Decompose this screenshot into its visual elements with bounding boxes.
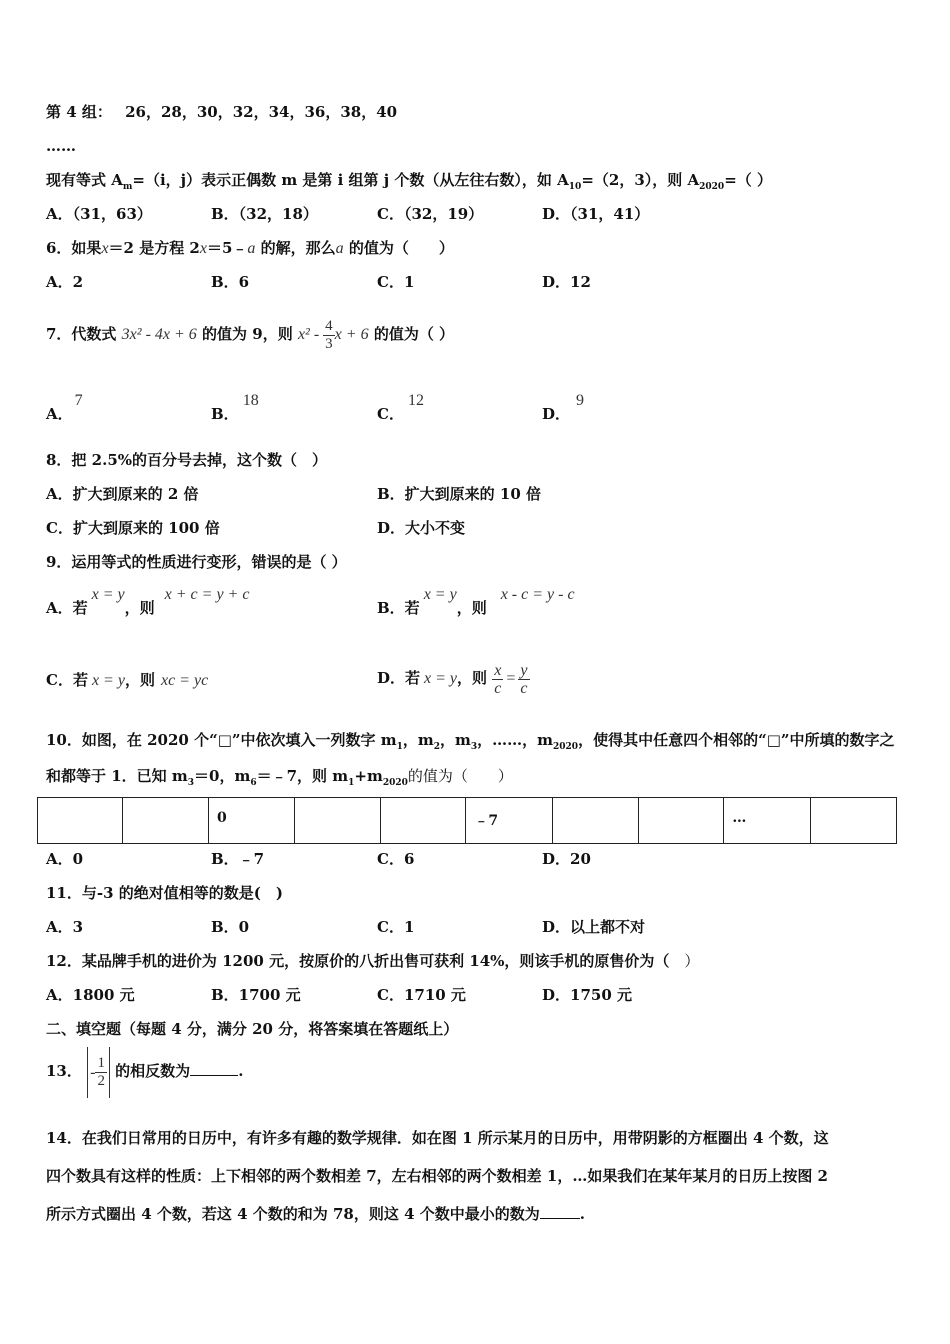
q13-tail: 的相反数为 [115, 1062, 191, 1080]
group4-line [46, 102, 397, 122]
q8-option-b: B．扩大到原来的 10 倍 [377, 485, 541, 503]
q9-c-cond: x = y [91, 672, 125, 689]
q9-c-result: xc = yc [160, 672, 209, 689]
q9-d-fx: x [494, 661, 502, 679]
q9-option-d [377, 650, 530, 707]
q7-p1: 7．代数式 [46, 325, 117, 343]
q7-frac-num: 4 [325, 317, 333, 334]
q6-p4: 的解，那么 [255, 239, 336, 257]
q9-b-label: B．若 [377, 599, 420, 617]
q12-option-b: B．1700 元 [211, 986, 301, 1004]
q9-d-fc: c [494, 679, 502, 697]
q7-option-c-val: 12 [407, 392, 424, 409]
q10-box [380, 798, 465, 844]
q10-box: 0 [208, 798, 295, 844]
q7-expr2-a: x² - [297, 326, 324, 343]
q5-stem [46, 170, 772, 197]
q10-l2c: ＝﹣7，则 m [256, 767, 349, 785]
q5-text-c: =（2，3），则 A [581, 171, 700, 189]
q13-abs-value [87, 1047, 110, 1098]
q5-sub-10: 10 [568, 182, 582, 192]
q12-option-a: A．1800 元 [46, 986, 135, 1004]
q5-text-a: 现有等式 A [46, 171, 123, 189]
q10-l2e: 的值为（ ） [407, 767, 513, 785]
q10-c2: ，m [440, 731, 471, 749]
q7-option-d-label: D． [542, 405, 571, 423]
q5-sub-m: m [122, 182, 133, 192]
q10-s2020: 2020 [553, 742, 579, 752]
q10-l2a: 和都等于 1．已知 m [46, 767, 188, 785]
q10-option-d: D．20 [542, 850, 591, 868]
q9-a-label: A．若 [46, 599, 88, 617]
ellipsis-line: …… [46, 137, 76, 155]
q8-option-d: D．大小不变 [377, 519, 466, 537]
q10-l2-s1: 1 [348, 778, 355, 788]
q11-stem: 11．与-3 的绝对值相等的数是( ) [46, 884, 283, 902]
q13-fraction [95, 1055, 107, 1090]
group4-label: 第 4 组： [46, 103, 112, 121]
q6-var-a2: a [335, 240, 344, 257]
q10-stem-line1 [46, 730, 895, 757]
q9-option-b [377, 584, 575, 617]
q14-line3-text: 所示方式圈出 4 个数，若这 4 个数的和为 78，则这 4 个数中最小的数为 [46, 1205, 540, 1223]
q14-line2: 四个数具有这样的性质：上下相邻的两个数相差 7，左右相邻的两个数相差 1，…如果我们在某年某月的日历上按图 2 [46, 1167, 828, 1185]
q6-stem [46, 238, 454, 259]
q7-option-b-label: B． [211, 405, 239, 423]
q10-box [553, 798, 638, 844]
q13-frac-den: 2 [97, 1073, 105, 1089]
q7-option-c [377, 392, 424, 423]
q7-p2: 的值为 9，则 [202, 325, 293, 343]
q7-option-a [46, 392, 83, 423]
q10-l2b: ＝0，m [194, 767, 251, 785]
q9-option-a [46, 584, 250, 617]
q14-line3 [46, 1204, 585, 1224]
q10-s1: 1 [396, 742, 403, 752]
q7-option-d-val: 9 [576, 392, 585, 409]
q10-box-grid [37, 797, 897, 844]
q13-stem [46, 1046, 243, 1098]
q10-l1a: 10．如图，在 2020 个“□”中依次填入一列数字 m [46, 731, 397, 749]
q10-box: … [724, 798, 811, 844]
q9-a-mid: ，则 [124, 599, 155, 617]
q10-box [638, 798, 723, 844]
q5-option-d: D．（31，41） [542, 205, 650, 223]
q10-box [811, 798, 897, 844]
q6-option-d: D．12 [542, 273, 591, 291]
q9-d-frac-right [518, 662, 529, 697]
q9-d-label: D．若 [377, 669, 421, 687]
q10-box [123, 798, 208, 844]
q7-stem [46, 314, 454, 355]
q6-var-x: x [101, 240, 109, 257]
q9-d-eq: = [506, 670, 516, 687]
q10-box [38, 798, 123, 844]
q10-l1b: ，使得其中任意四个相邻的“□”中所填的数字之 [578, 731, 895, 749]
q9-b-cond: x = y [423, 586, 457, 603]
section-2-heading: 二、填空题（每题 4 分，满分 20 分，将答案填在答题纸上） [46, 1020, 459, 1038]
q8-stem: 8．把 2.5%的百分号去掉，这个数（ ） [46, 451, 328, 469]
q10-option-a: A．0 [46, 850, 84, 868]
q6-p2: ＝2 是方程 2 [108, 239, 200, 257]
q13-answer-blank[interactable] [190, 1061, 238, 1076]
q8-option-a: A．扩大到原来的 2 倍 [46, 485, 199, 503]
q9-d-fy: y [520, 661, 528, 679]
q7-expr2-b: x + 6 [334, 326, 369, 343]
q7-option-a-val: 7 [74, 392, 83, 409]
q7-option-b-val: 18 [242, 392, 259, 409]
q7-frac-den: 3 [325, 335, 333, 352]
q6-var-a: a [247, 240, 256, 257]
q9-b-result: x - c = y - c [500, 586, 575, 603]
q9-d-fc2: c [520, 679, 528, 697]
q6-var-x2: x [199, 240, 207, 257]
q7-fraction [323, 318, 335, 353]
q9-stem: 9．运用等式的性质进行变形，错误的是（ ） [46, 553, 347, 571]
q5-sub-2020: 2020 [699, 182, 725, 192]
q5-option-b: B．（32，18） [211, 205, 318, 223]
q9-a-result: x + c = y + c [164, 586, 250, 603]
q12-text-b: ） [669, 952, 700, 970]
q5-option-a: A．（31，63） [46, 205, 152, 223]
q7-option-b [211, 392, 259, 423]
q9-d-frac-left [492, 662, 503, 697]
group4-values: 26，28，30，32，34，36，38，40 [125, 103, 398, 121]
q13-minus: - [90, 1063, 96, 1081]
q7-option-a-label: A． [46, 405, 73, 423]
q10-l2d: +m [354, 767, 383, 785]
q7-expr1: 3x² - 4x + 6 [121, 326, 197, 343]
q12-option-d: D．1750 元 [542, 986, 632, 1004]
q12-option-c: C．1710 元 [377, 986, 466, 1004]
q9-c-label: C．若 [46, 671, 88, 689]
q13-num: 13． [46, 1062, 82, 1080]
q9-b-mid: ，则 [456, 599, 487, 617]
q14-answer-blank[interactable] [540, 1204, 580, 1219]
q9-c-mid: ，则 [124, 671, 155, 689]
q5-text-d: =（ ） [724, 171, 772, 189]
q10-c3: ，……，m [477, 731, 554, 749]
q14-end: . [579, 1205, 585, 1223]
q10-l2-s2020: 2020 [382, 778, 408, 788]
q9-d-mid: ，则 [457, 669, 488, 687]
q10-box-row [38, 798, 897, 844]
q7-option-d [542, 392, 585, 423]
q10-option-b: B．﹣7 [211, 850, 265, 868]
q9-a-cond: x = y [91, 586, 125, 603]
q6-p3: ＝5﹣ [206, 239, 248, 257]
q7-option-c-label: C． [377, 405, 404, 423]
q11-option-b: B．0 [211, 918, 250, 936]
q11-option-c: C．1 [377, 918, 415, 936]
q6-p1: 6．如果 [46, 239, 102, 257]
q7-p3: 的值为（ ） [373, 325, 455, 343]
q6-option-a: A．2 [46, 273, 84, 291]
q10-s3: 3 [470, 742, 478, 752]
q9-d-cond: x = y [424, 670, 458, 687]
q10-box [295, 798, 380, 844]
q8-option-c: C．扩大到原来的 100 倍 [46, 519, 220, 537]
q5-text-b: =（i，j）表示正偶数 m 是第 i 组第 j 个数（从左往右数），如 A [132, 171, 569, 189]
q13-end: . [238, 1062, 244, 1080]
q11-option-a: A．3 [46, 918, 84, 936]
q12-stem [46, 951, 699, 971]
q6-p5: 的值为（ ） [343, 239, 454, 257]
q6-option-c: C．1 [377, 273, 415, 291]
q6-option-b: B．6 [211, 273, 250, 291]
q13-frac-num: 1 [97, 1055, 105, 1071]
q10-l2-s3: 3 [187, 778, 195, 788]
q12-text-a: 12．某品牌手机的进价为 1200 元，按原价的八折出售可获利 14%，则该手机的原售价为（ [46, 952, 670, 970]
q11-option-d: D．以上都不对 [542, 918, 646, 936]
q10-stem-line2 [46, 766, 513, 793]
q10-box: ﹣7 [466, 798, 553, 844]
q10-s2: 2 [433, 742, 440, 752]
q14-line1: 14．在我们日常用的日历中，有许多有趣的数学规律．如在图 1 所示某月的日历中，用带阴影的方框圈出 4 个数，这 [46, 1129, 829, 1147]
q5-option-c: C．（32，19） [377, 205, 484, 223]
q9-option-c [46, 670, 208, 691]
q10-c1: ，m [402, 731, 434, 749]
q10-l2-s6: 6 [250, 778, 257, 788]
q10-option-c: C．6 [377, 850, 415, 868]
